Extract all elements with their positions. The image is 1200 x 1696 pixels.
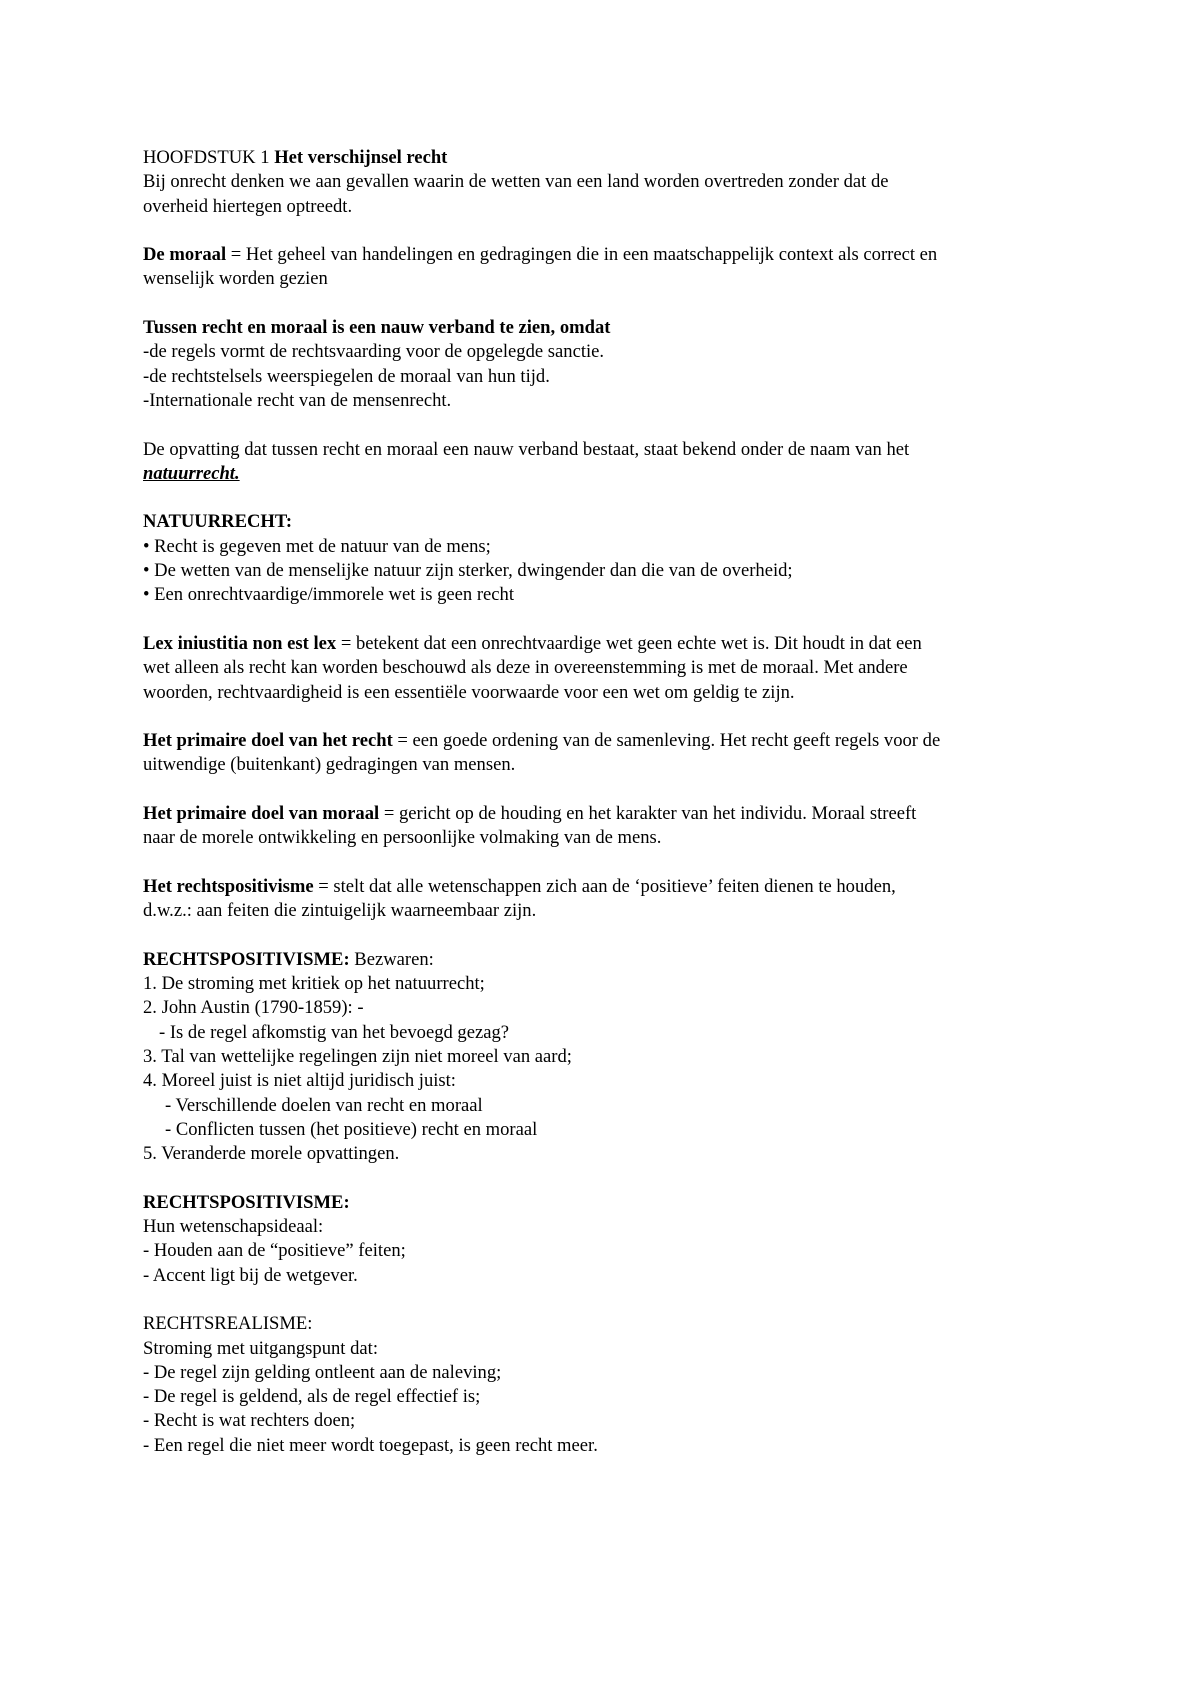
bezwaren-suffix: Bezwaren: xyxy=(349,948,434,970)
spacer xyxy=(143,1288,1083,1312)
natuurrecht-bullet: • Een onrechtvaardige/immorele wet is geen recht xyxy=(143,584,514,606)
bezwaren-item: 3. Tal van wettelijke regelingen zijn niet moreel van aard; xyxy=(143,1045,572,1067)
ideaal-item: Hun wetenschapsideaal: xyxy=(143,1216,324,1238)
realisme-item: Stroming met uitgangspunt dat: xyxy=(143,1337,378,1359)
bezwaren-title: RECHTSPOSITIVISME: xyxy=(143,948,350,970)
spacer xyxy=(143,924,1083,948)
verband-item: -de regels vormt de rechtsvaarding voor de opgelegde sanctie. xyxy=(143,341,605,363)
realisme-item: - De regel is geldend, als de regel effectief is; xyxy=(143,1386,481,1408)
lex-definition-cont: woorden, rechtvaardigheid is een essentiële voorwaarde voor een wet om geldig te zijn. xyxy=(143,681,795,703)
spacer xyxy=(143,486,1083,510)
doel-moraal-definition xyxy=(143,802,1083,826)
spacer xyxy=(143,851,1083,875)
spacer xyxy=(143,413,1083,437)
bezwaren-item: 5. Veranderde morele opvattingen. xyxy=(143,1143,400,1165)
positivisme-text: = stelt dat alle wetenschappen zich aan de ‘positieve’ feiten dienen te houden, xyxy=(313,875,896,897)
natuurrecht-bullet: • Recht is gegeven met de natuur van de mens; xyxy=(143,535,491,557)
document-body xyxy=(143,146,1083,1458)
doel-moraal-definition-cont: naar de morele ontwikkeling en persoonlijke volmaking van de mens. xyxy=(143,827,662,849)
lex-term: Lex iniustitia non est lex xyxy=(143,632,337,654)
moraal-term: De moraal xyxy=(143,244,227,266)
spacer xyxy=(143,292,1083,316)
doel-moraal-text: = gericht op de houding en het karakter van het individu. Moraal streeft xyxy=(379,803,917,825)
spacer xyxy=(143,705,1083,729)
doel-recht-text: = een goede ordening van de samenleving. Het recht geeft regels voor de xyxy=(392,730,941,752)
intro-line: Bij onrecht denken we aan gevallen waarin de wetten van een land worden overtreden zonder dat de xyxy=(143,171,889,193)
moraal-definition xyxy=(143,243,1083,267)
spacer xyxy=(143,219,1083,243)
doel-recht-term: Het primaire doel van het recht xyxy=(143,730,393,752)
chapter-prefix: HOOFDSTUK 1 xyxy=(143,147,275,168)
spacer xyxy=(143,1166,1083,1190)
ideaal-item: - Accent ligt bij de wetgever. xyxy=(143,1264,358,1286)
bezwaren-item: 1. De stroming met kritiek op het natuurrecht; xyxy=(143,973,485,995)
natuurrecht-term: natuurrecht. xyxy=(143,462,240,484)
doel-recht-definition xyxy=(143,729,1083,753)
spacer xyxy=(143,608,1083,632)
opvatting-line: De opvatting dat tussen recht en moraal een nauw verband bestaat, staat bekend onder de naam van het xyxy=(143,438,910,460)
bezwaren-subitem: - Verschillende doelen van recht en moraal xyxy=(165,1094,483,1116)
realisme-item: - Een regel die niet meer wordt toegepast, is geen recht meer. xyxy=(143,1434,598,1456)
doel-moraal-term: Het primaire doel van moraal xyxy=(143,803,380,825)
opvatting-term-line xyxy=(143,462,1083,486)
positivisme-term: Het rechtspositivisme xyxy=(143,875,314,897)
natuurrecht-title: NATUURRECHT: xyxy=(143,511,293,533)
ideaal-title: RECHTSPOSITIVISME: xyxy=(143,1191,350,1213)
ideaal-item: - Houden aan de “positieve” feiten; xyxy=(143,1240,406,1262)
realisme-title: RECHTSREALISME: xyxy=(143,1313,313,1335)
bezwaren-item: 2. John Austin (1790-1859): - xyxy=(143,997,364,1019)
bezwaren-subitem: - Is de regel afkomstig van het bevoegd gezag? xyxy=(159,1021,510,1043)
bezwaren-heading xyxy=(143,948,1083,972)
moraal-text: = Het geheel van handelingen en gedragingen die in een maatschappelijk context als correct en xyxy=(226,244,938,266)
moraal-definition-cont: wenselijk worden gezien xyxy=(143,268,328,290)
bezwaren-item: 4. Moreel juist is niet altijd juridisch juist: xyxy=(143,1070,456,1092)
spacer xyxy=(143,778,1083,802)
verband-item: -Internationale recht van de mensenrecht. xyxy=(143,389,452,411)
positivisme-definition xyxy=(143,875,1083,899)
natuurrecht-bullet: • De wetten van de menselijke natuur zijn sterker, dwingender dan die van de overheid; xyxy=(143,560,793,582)
verband-title: Tussen recht en moraal is een nauw verband te zien, omdat xyxy=(143,317,611,339)
chapter-title: Het verschijnsel recht xyxy=(274,147,448,168)
verband-item: -de rechtstelsels weerspiegelen de moraal van hun tijd. xyxy=(143,365,550,387)
doel-recht-definition-cont: uitwendige (buitenkant) gedragingen van mensen. xyxy=(143,754,516,776)
lex-definition xyxy=(143,632,1083,656)
positivisme-definition-cont: d.w.z.: aan feiten die zintuigelijk waarneembaar zijn. xyxy=(143,900,537,922)
lex-definition-cont: wet alleen als recht kan worden beschouwd als deze in overeenstemming is met de moraal. Met andere xyxy=(143,657,908,679)
bezwaren-subitem: - Conflicten tussen (het positieve) recht en moraal xyxy=(165,1118,538,1140)
realisme-item: - De regel zijn gelding ontleent aan de naleving; xyxy=(143,1361,502,1383)
lex-text: = betekent dat een onrechtvaardige wet geen echte wet is. Dit houdt in dat een xyxy=(336,632,922,654)
intro-line: overheid hiertegen optreedt. xyxy=(143,195,353,217)
realisme-item: - Recht is wat rechters doen; xyxy=(143,1410,356,1432)
chapter-heading xyxy=(143,146,1083,170)
